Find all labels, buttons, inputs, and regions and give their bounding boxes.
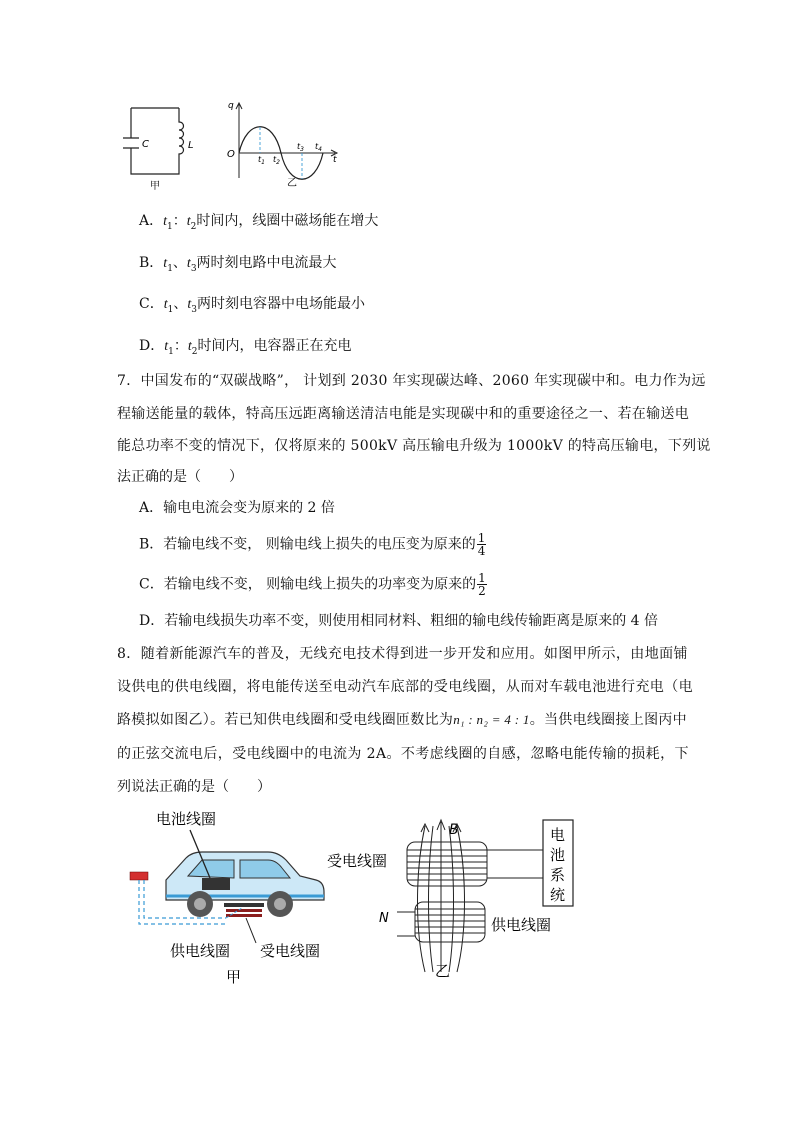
q8-stem-line-5: 列说法正确的是（ ） xyxy=(117,779,271,795)
q7-option-a: A．输电电流会变为原来的 2 倍 xyxy=(139,500,335,516)
q7-stem-line-2: 程输送能量的载体，特高压远距离输送清洁电能是实现碳中和的重要途径之一、若在输送电 xyxy=(117,406,689,422)
t-axis-label: t xyxy=(333,155,337,165)
capacitor-label: C xyxy=(142,139,149,150)
n-label: N xyxy=(379,911,389,926)
q8-stem-line-1: 8．随着新能源汽车的普及，无线充电技术得到进一步开发和应用。如图甲所示，由地面铺 xyxy=(117,646,688,662)
q7-option-d: D．若输电线损失功率不变，则使用相同材料、粗细的输电线传输距离是原来的 4 倍 xyxy=(139,613,659,629)
q7-option-b: B．若输电线不变， 则输电线上损失的电压变为原来的 $\frac{1}{4}$ xyxy=(139,531,486,558)
receive-coil-label-car: 受电线圈 xyxy=(260,942,321,960)
q6-option-a: A．$t_1$：$t_2$时间内，线圈中磁场能在增大 xyxy=(139,213,379,232)
svg-text:t3: $t_3$ xyxy=(297,142,304,153)
coil-figure-caption: 乙 xyxy=(435,962,451,980)
battery-system-char-2: 池 xyxy=(550,846,566,864)
turns-ratio: n₁ : n₂ = 4 : 1 xyxy=(453,712,530,727)
svg-text:t4: $t_4$ xyxy=(315,142,322,153)
q6-option-c: C．$t_1$、$t_3$两时刻电容器中电场能最小 xyxy=(139,296,365,315)
battery-coil-label: 电池线圈 xyxy=(156,810,217,828)
q7-option-c: C．若输电线不变， 则输电线上损失的功率变为原来的 $\frac{1}{2}$ xyxy=(139,571,486,598)
inductor-label: L xyxy=(188,140,194,151)
car-charging-figure xyxy=(118,800,348,990)
q8-stem-line-4: 的正弦交流电后，受电线圈中的电流为 2A。不考虑线圈的自感，忽略电能传输的损耗，下 xyxy=(117,746,689,762)
coil-circuit-figure xyxy=(325,812,595,984)
q8-stem-line-3: 路模拟如图乙）。若已知供电线圈和受电线圈匝数比为n₁ : n₂ = 4 : 1。当供电线圈接上图丙中 xyxy=(117,712,687,728)
lc-circuit-figure xyxy=(115,100,205,192)
origin-label: O xyxy=(227,149,235,160)
svg-text:t2: $t_2$ xyxy=(273,155,280,166)
graph-caption: 乙 xyxy=(287,178,297,189)
q8-stem-line-2: 设供电的供电线圈，将电能传送至电动汽车底部的受电线圈，从而对车载电池进行充电（电 xyxy=(117,679,693,695)
svg-text:t1: $t_1$ xyxy=(258,155,265,166)
battery-system-char-4: 统 xyxy=(550,886,566,904)
battery-system-char-3: 系 xyxy=(550,866,566,884)
q6-option-b: B．$t_1$、$t_3$两时刻电路中电流最大 xyxy=(139,255,337,274)
t3-label: t xyxy=(297,142,301,151)
t4-label: t xyxy=(315,142,319,151)
car-figure-caption: 甲 xyxy=(226,968,242,986)
receive-coil-label: 受电线圈 xyxy=(327,852,388,870)
b-field-label: B xyxy=(449,822,459,838)
q7-stem-line-4: 法正确的是（ ） xyxy=(117,469,243,485)
q-t-graph-figure xyxy=(225,98,345,190)
battery-system-char-1: 电 xyxy=(550,826,566,844)
circuit-caption: 甲 xyxy=(150,181,160,192)
t2-label: t xyxy=(273,155,277,164)
q7-stem-line-1: 7．中国发布的“双碳战略”， 计划到 2030 年实现碳达峰、2060 年实现碳中和。电力作为远 xyxy=(117,373,706,389)
q7-stem-line-3: 能总功率不变的情况下，仅将原来的 500kV 高压输电升级为 1000kV 的特高压输电，下列说 xyxy=(117,438,711,454)
supply-coil-label: 供电线圈 xyxy=(491,916,552,934)
supply-coil-label-car: 供电线圈 xyxy=(170,942,231,960)
q-axis-label: q xyxy=(228,101,234,111)
q6-option-d: D．$t_1$：$t_2$时间内，电容器正在充电 xyxy=(139,338,352,357)
t1-label: t xyxy=(258,155,262,164)
